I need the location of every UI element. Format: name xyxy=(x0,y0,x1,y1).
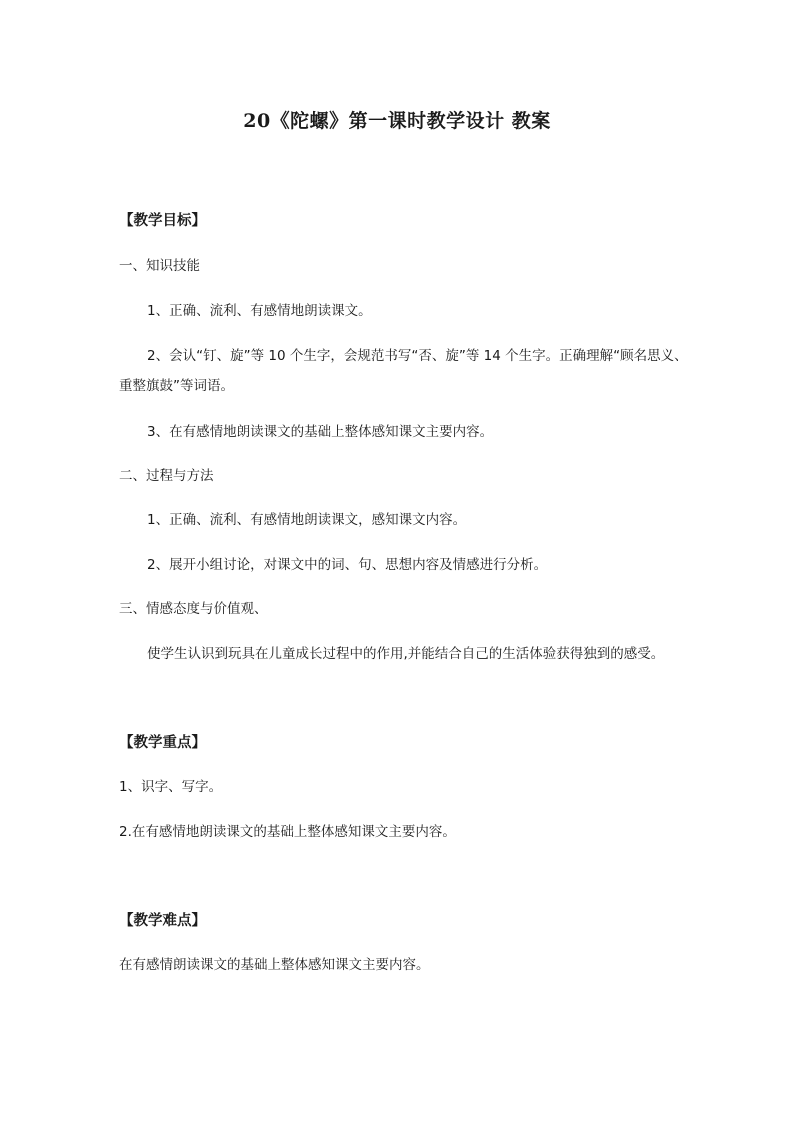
objectives-heading: 【教学目标】 xyxy=(119,213,206,229)
process-item-1: 1、正确、流利、有感情地朗读课文，感知课文内容。 xyxy=(147,512,467,528)
difficulties-heading: 【教学难点】 xyxy=(119,913,206,929)
process-item-2: 2、展开小组讨论，对课文中的词、句、思想内容及情感进行分析。 xyxy=(147,557,548,573)
key-point-2: 2.在有感情地朗读课文的基础上整体感知课文主要内容。 xyxy=(119,824,456,840)
section-knowledge-label: 一、知识技能 xyxy=(119,258,200,274)
section-process-label: 二、过程与方法 xyxy=(119,468,214,484)
emotion-item-1: 使学生认识到玩具在儿童成长过程中的作用,并能结合自己的生活体验获得独到的感受。 xyxy=(147,646,665,662)
key-points-heading: 【教学重点】 xyxy=(119,735,206,751)
knowledge-item-1: 1、正确、流利、有感情地朗读课文。 xyxy=(147,303,372,319)
document-title: 20《陀螺》第一课时教学设计 教案 xyxy=(243,110,551,132)
key-point-1: 1、识字、写字。 xyxy=(119,779,223,795)
knowledge-item-2: 2、会认“钉、旋”等 10 个生字，会规范书写“否、旋”等 14 个生字。正确理解“顾名思义、重整旗鼓”等词语。 xyxy=(119,348,688,394)
section-emotion-label: 三、情感态度与价值观、 xyxy=(119,601,268,617)
knowledge-item-3: 3、在有感情地朗读课文的基础上整体感知课文主要内容。 xyxy=(147,424,494,440)
difficulty-1: 在有感情朗读课文的基础上整体感知课文主要内容。 xyxy=(119,957,430,973)
